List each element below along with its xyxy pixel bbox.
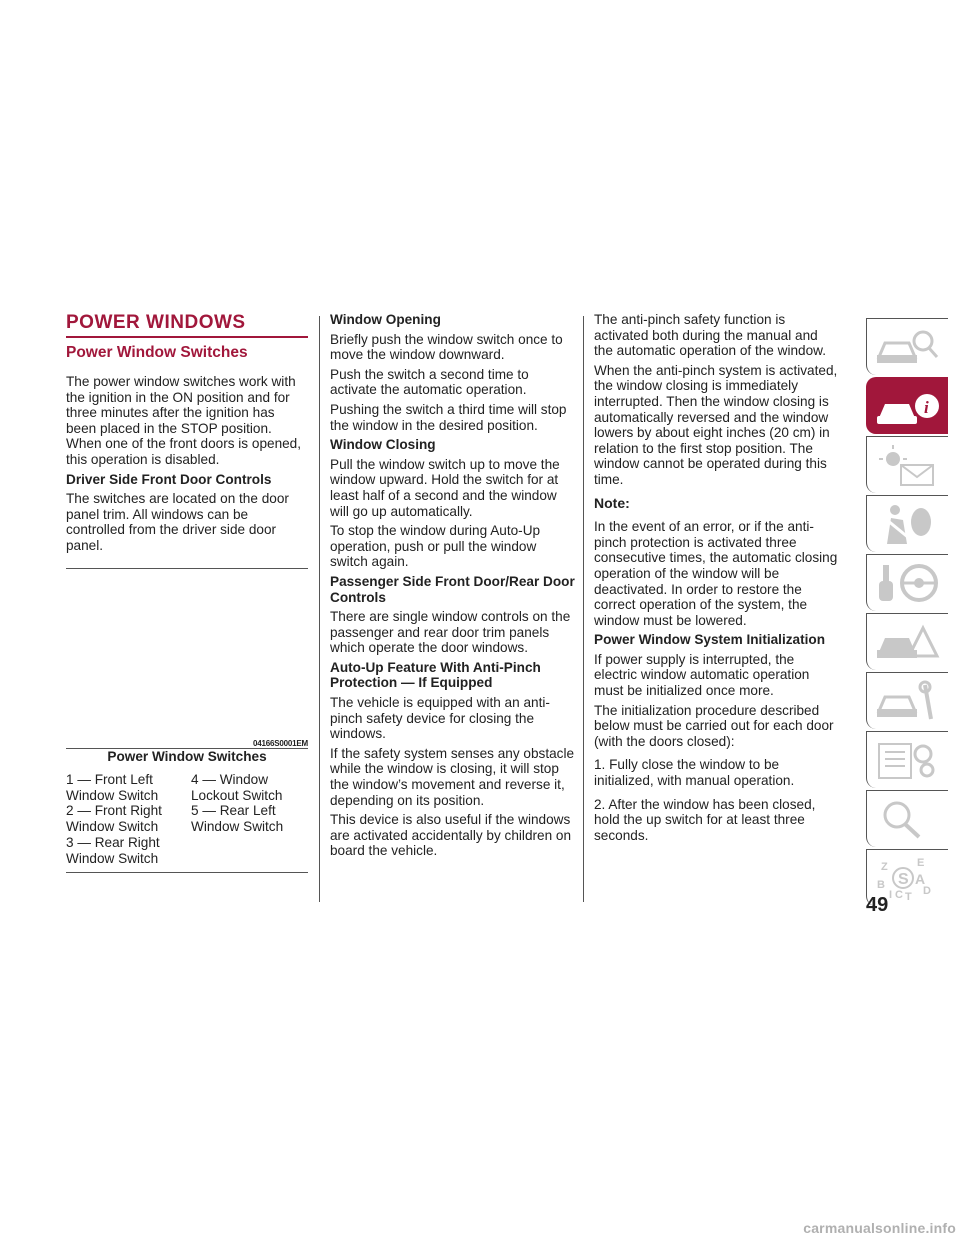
legend-line: Window Switch [191, 819, 284, 835]
driver-controls-heading: Driver Side Front Door Controls [66, 471, 272, 487]
paragraph: The initialization procedure described below must be carried out for each door (with the doors closed): [594, 702, 834, 749]
passenger-controls-heading: Passenger Side Front Door/Rear Door Controls [330, 573, 575, 605]
step-1: 1. Fully close the window to be initialized, with manual operation. [594, 757, 795, 789]
svg-text:T: T [905, 891, 912, 900]
tab-emergency[interactable] [866, 613, 948, 670]
paragraph: Pull the window switch up to move the window upward. Hold the switch for at least half of a second and the window will go up automatically. [330, 456, 560, 519]
tab-warning-lights[interactable] [866, 436, 948, 493]
column-2 [330, 312, 576, 863]
svg-text:E: E [917, 857, 925, 869]
footer-watermark: carmanualsonline.info [803, 1220, 956, 1236]
specifications-icon [875, 738, 941, 782]
paragraph: To stop the window during Auto-Up operation, push or pull the window switch again. [330, 523, 541, 570]
svg-text:A: A [915, 871, 926, 887]
tab-starting-driving[interactable] [866, 554, 948, 611]
legend-line: Window Switch [66, 850, 159, 866]
chapter-tabs [866, 318, 948, 908]
figure-legend-left [66, 772, 186, 866]
paragraph: The anti-pinch safety function is activated both during the manual and the automatic operation of the window. [594, 312, 826, 359]
seatbelt-airbag-icon [875, 502, 941, 546]
paragraph: If power supply is interrupted, the electric window automatic operation must be initialized once more. [594, 651, 810, 699]
window-closing-heading: Window Closing [330, 437, 436, 453]
paragraph: The vehicle is equipped with an anti-pinch safety device for closing the windows. [330, 695, 550, 742]
tab-specifications[interactable] [866, 731, 948, 788]
legend-line: 3 — Rear Right [66, 834, 160, 850]
car-emergency-icon [875, 620, 941, 664]
svg-text:i: i [924, 398, 929, 417]
tab-search[interactable] [866, 790, 948, 847]
search-icon [875, 797, 941, 841]
car-maintenance-icon [875, 679, 941, 723]
page-number: 49 [866, 894, 889, 916]
step-2: 2. After the window has been closed, hold the up switch for at least three seconds. [594, 796, 816, 843]
figure-bottom-rule [66, 872, 308, 873]
legend-line: Window Switch [66, 819, 159, 835]
column-3 [594, 312, 840, 847]
section-subheading: Power Window Switches [66, 344, 248, 361]
driver-controls-paragraph: The switches are located on the door panel trim. All windows can be controlled from the driver side door panel. [66, 491, 289, 553]
paragraph: Pushing the switch a third time will stop the window in the desired position. [330, 401, 567, 433]
tab-maintenance[interactable] [866, 672, 948, 729]
column-divider [319, 316, 320, 902]
window-opening-heading: Window Opening [330, 312, 441, 327]
figure-top-rule [66, 568, 308, 569]
paragraph: If the safety system senses any obstacle while the window is closing, it will stop the window’s movement and reverse it, depending on its position. [330, 745, 575, 808]
legend-line: 4 — Window [191, 772, 269, 787]
legend-line: Window Switch [66, 787, 159, 803]
legend-line: 5 — Rear Left [191, 803, 276, 819]
car-search-icon [875, 325, 941, 369]
auto-up-heading: Auto-Up Feature With Anti-Pinch Protection — If Equipped [330, 659, 541, 691]
svg-text:D: D [923, 885, 931, 897]
svg-text:C: C [895, 889, 903, 900]
legend-line: Lockout Switch [191, 787, 283, 803]
paragraph: Briefly push the window switch once to move the window downward. [330, 331, 563, 363]
paragraph: There are single window controls on the passenger and rear door trim panels which operate the door windows. [330, 609, 571, 656]
intro-paragraph: The power window switches work with the ignition in the ON position and for three minutes after the ignition has been placed in the STOP position. When one of the front doors is opened, this operation is disabled. [66, 374, 302, 467]
paragraph: When the anti-pinch system is activated, the window closing is immediately interrupted. Then the window closing is automatically reversed and the window lowers by about eight inches (20 cm) in relation to the first stop position. The window cannot be operated during this time. [594, 362, 838, 487]
figure-title: Power Window Switches [66, 748, 308, 764]
svg-text:Z: Z [881, 861, 888, 873]
figure-legend-right [191, 772, 308, 835]
svg-text:I: I [889, 889, 893, 900]
car-info-icon [875, 384, 941, 428]
tab-car-search[interactable] [866, 318, 948, 375]
legend-line: 2 — Front Right [66, 803, 162, 819]
note-paragraph: In the event of an error, or if the anti-pinch protection is activated three consecutive times, the automatic closing operation of the window will be deactivated. In order to restore the correct operation of the system, the window must be lowered. [594, 519, 838, 628]
legend-line: 1 — Front Left [66, 772, 153, 787]
column-1 [66, 312, 308, 558]
svg-text:S: S [898, 871, 909, 888]
paragraph: This device is also useful if the windows are activated accidentally by children on board the vehicle. [330, 812, 572, 859]
paragraph: Push the switch a second time to activate the automatic operation. [330, 366, 529, 398]
warning-light-message-icon [875, 443, 941, 487]
tab-car-info[interactable] [866, 377, 948, 434]
figure-code: 04166S0001EM [253, 739, 308, 748]
svg-text:B: B [877, 879, 885, 891]
tab-safety[interactable] [866, 495, 948, 552]
section-heading: POWER WINDOWS [66, 312, 308, 338]
key-steering-wheel-icon [875, 561, 941, 605]
column-divider [583, 316, 584, 902]
initialization-heading: Power Window System Initialization [594, 632, 826, 648]
note-heading: Note: [594, 494, 630, 511]
